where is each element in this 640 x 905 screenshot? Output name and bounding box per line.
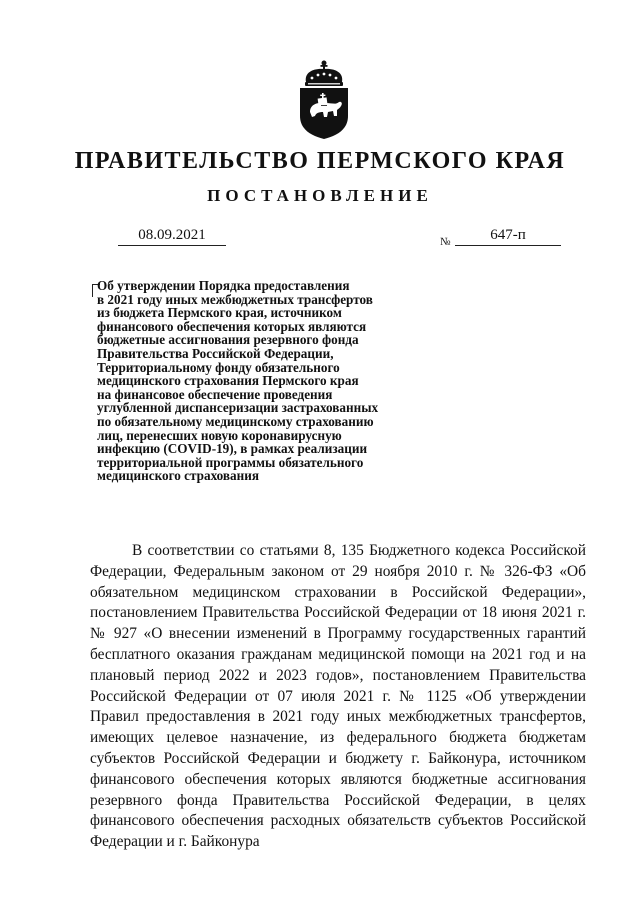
document-type: ПОСТАНОВЛЕНИЕ	[207, 186, 433, 205]
body-paragraph: В соответствии со статьями 8, 135 Бюджетного кодекса Российской Федерации, Федеральным законом от 29 ноября 2010 г. № 326-ФЗ «Об обязательном медицинском страховании в Российской Федерации», постановлением Правительства Российской Федерации от 18 июня 2021 г. № 927 «О внесении изменений в Программу государственных гарантий бесплатного оказания гражданам медицинской помощи на 2021 год и на плановый период 2022 и 2023 годов», постановлением Правительства Российской Федерации от 07 июля 2021 г. № 1125 «Об утверждении Правил предоставления в 2021 году иных межбюджетных трансфертов, имеющих целевое назначение, из федерального бюджета бюджетам субъектов Российской Федерации и бюджету г. Байконура, источником финансового обеспечения которых являются бюджетные ассигнования резервного фонда Правительства Российской Федерации, в целях финансового обеспечения расходных обязательств субъектов Российской Федерации и г. Байконура	[90, 542, 586, 851]
organization-name: ПРАВИТЕЛЬСТВО ПЕРМСКОГО КРАЯ	[74, 148, 566, 174]
document-subject: Об утверждении Порядка предоставления в 2021 году иных межбюджетных трансфертов из бюджета Пермского края, источником финансового обеспечения которых являются бюджетные ассигнования резервного фонда Правительства Российской Федерации, Территориальному фонду обязательного медицинского страхования Пермского края на финансовое обеспечение проведения углубленной диспансеризации застрахованных по обязательному медицинскому страхованию лиц, перенесших новую коронавирусную инфекцию (COVID-19), в рамках реализации территориальной программы обязательного медицинского страхования	[97, 278, 379, 484]
coat-of-arms-icon	[296, 60, 352, 140]
document-date: 08.09.2021	[118, 227, 226, 246]
number-label: №	[440, 236, 451, 248]
document-number: 647-п	[455, 227, 561, 246]
